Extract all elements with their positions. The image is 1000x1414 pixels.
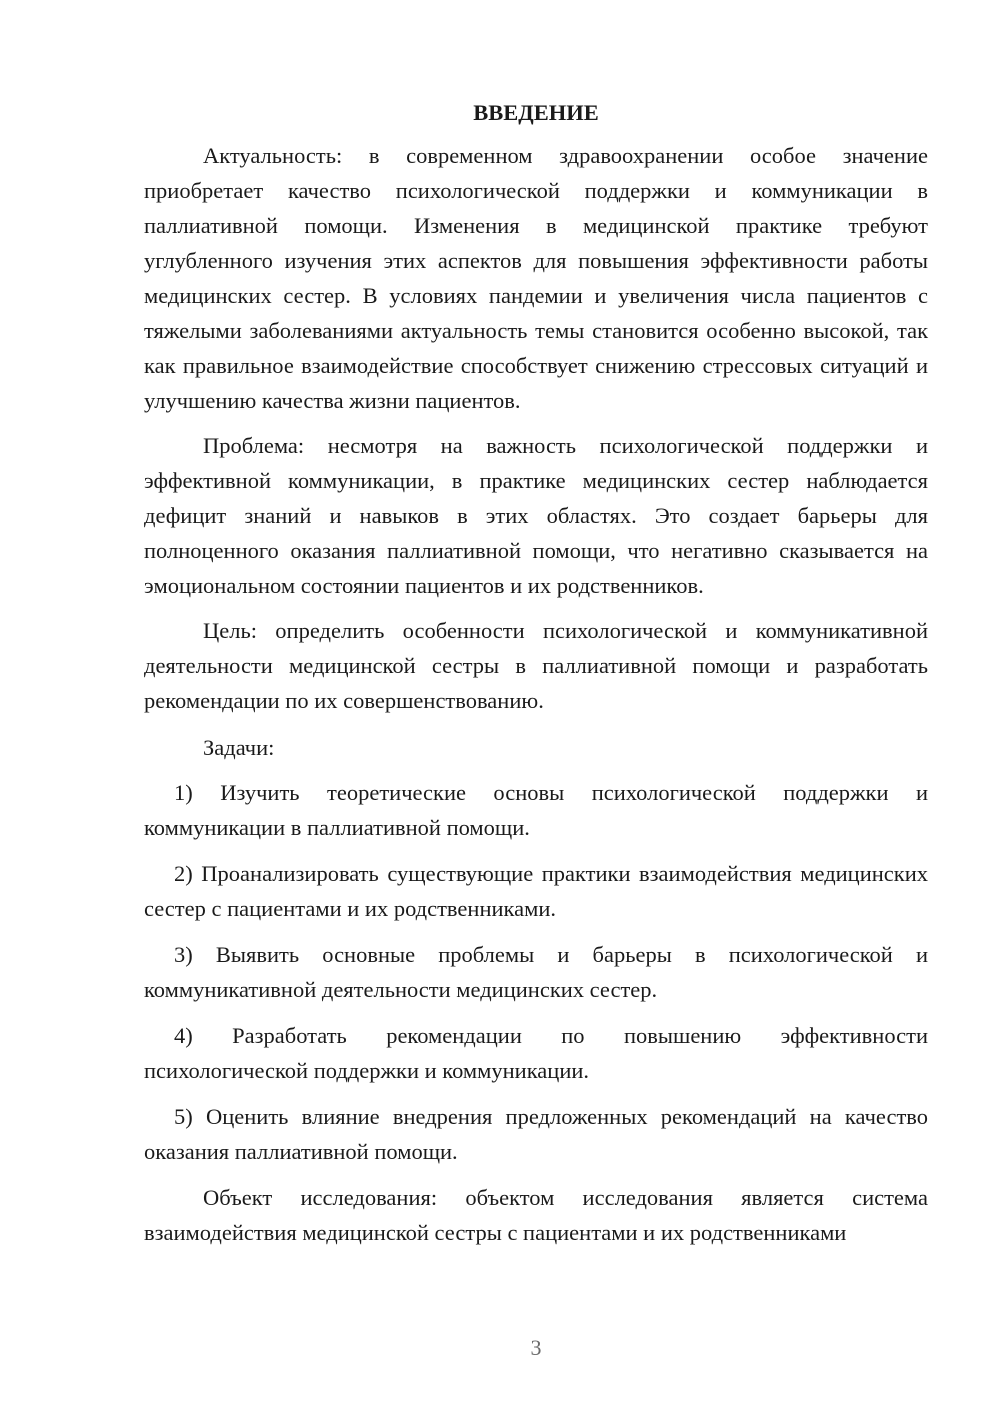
task-text: Оценить влияние внедрения предложенных рекомендаций на качество оказания паллиативной помощи.	[144, 1104, 928, 1164]
task-text: Выявить основные проблемы и барьеры в психологической и коммуникативной деятельности медицинских сестер.	[144, 942, 929, 1002]
problem-paragraph: Проблема: несмотря на важность психологической поддержки и эффективной коммуникации, в практике медицинских сестер наблюдается дефицит знаний и навыков в этих областях. Это создает барьеры для полноценного оказания паллиативной помощи, что негативно сказывается на эмоциональном состоянии пациентов и их родственников.	[144, 433, 928, 598]
task-number: 2)	[174, 861, 193, 886]
page-number: 3	[530, 1335, 542, 1360]
object-paragraph: Объект исследования: объектом исследования является система взаимодействия медицинской сестры с пациентами и их родственниками	[144, 1185, 928, 1245]
relevance-paragraph: Актуальность: в современном здравоохранении особое значение приобретает качество психологической поддержки и коммуникации в паллиативной помощи. Изменения в медицинской практике требуют углубленного изучения этих аспектов для повышения эффективности работы медицинских сестер. В условиях пандемии и увеличения числа пациентов с тяжелыми заболеваниями актуальность темы становится особенно высокой, так как правильное взаимодействие способствует снижению стрессовых ситуаций и улучшению качества жизни пациентов.	[144, 143, 928, 413]
task-text: Проанализировать существующие практики взаимодействия медицинских сестер с пациентами и их родственниками.	[144, 861, 929, 921]
task-number: 4)	[174, 1023, 193, 1048]
page-content	[144, 95, 928, 1260]
section-heading: ВВЕДЕНИЕ	[473, 100, 599, 125]
task-item	[144, 1018, 928, 1088]
task-number: 3)	[174, 942, 193, 967]
task-text: Разработать рекомендации по повышению эффективности психологической поддержки и коммуникации.	[144, 1023, 928, 1083]
task-number: 1)	[174, 780, 193, 805]
task-number: 5)	[174, 1104, 193, 1129]
task-item	[144, 937, 928, 1007]
tasks-label: Задачи:	[203, 735, 275, 760]
task-item	[144, 775, 928, 845]
tasks-list	[144, 775, 928, 1169]
task-text: Изучить теоретические основы психологической поддержки и коммуникации в паллиативной помощи.	[144, 780, 929, 840]
task-item	[144, 856, 928, 926]
goal-paragraph: Цель: определить особенности психологической и коммуникативной деятельности медицинской сестры в паллиативной помощи и разработать рекомендации по их совершенствованию.	[144, 618, 928, 713]
task-item	[144, 1099, 928, 1169]
